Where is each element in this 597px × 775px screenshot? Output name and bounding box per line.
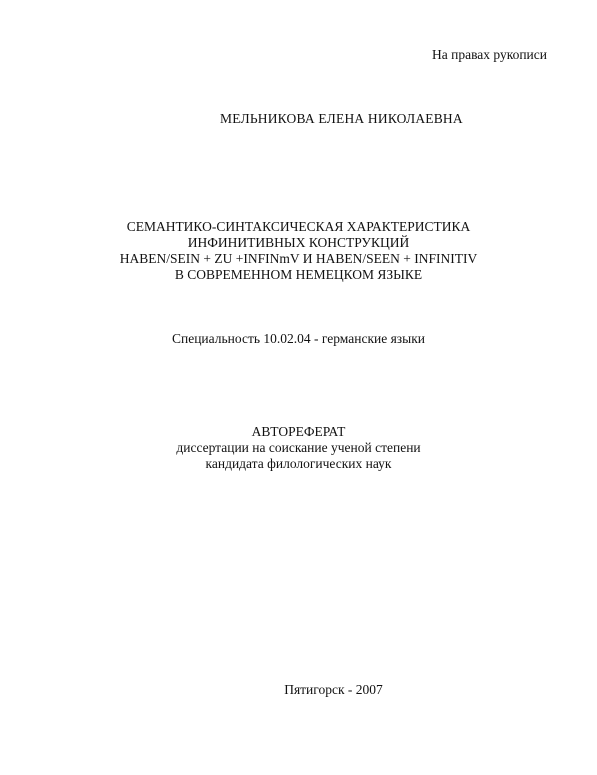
title-line-1: СЕМАНТИКО-СИНТАКСИЧЕСКАЯ ХАРАКТЕРИСТИКА [126, 219, 471, 234]
manuscript-note: На правах рукописи [431, 47, 547, 62]
city-year: Пятигорск - 2007 [284, 682, 383, 697]
abstract-line-1: диссертации на соискание ученой степени [176, 440, 421, 455]
title-line-2: ИНФИНИТИВНЫХ КОНСТРУКЦИЙ [187, 235, 410, 250]
abstract-heading: АВТОРЕФЕРАТ [251, 424, 346, 439]
author-name: МЕЛЬНИКОВА ЕЛЕНА НИКОЛАЕВНА [220, 111, 463, 126]
specialty-line: Специальность 10.02.04 - германские языки [171, 331, 425, 346]
abstract-line-2: кандидата филологических наук [205, 456, 392, 471]
abstract-block [0, 424, 597, 472]
title-line-4: В СОВРЕМЕННОМ НЕМЕЦКОМ ЯЗЫКЕ [174, 267, 423, 282]
dissertation-title [0, 219, 597, 283]
title-line-3: HABEN/SEIN + ZU +INFINmV И HABEN/SEEN + INFINITIV [119, 251, 478, 266]
